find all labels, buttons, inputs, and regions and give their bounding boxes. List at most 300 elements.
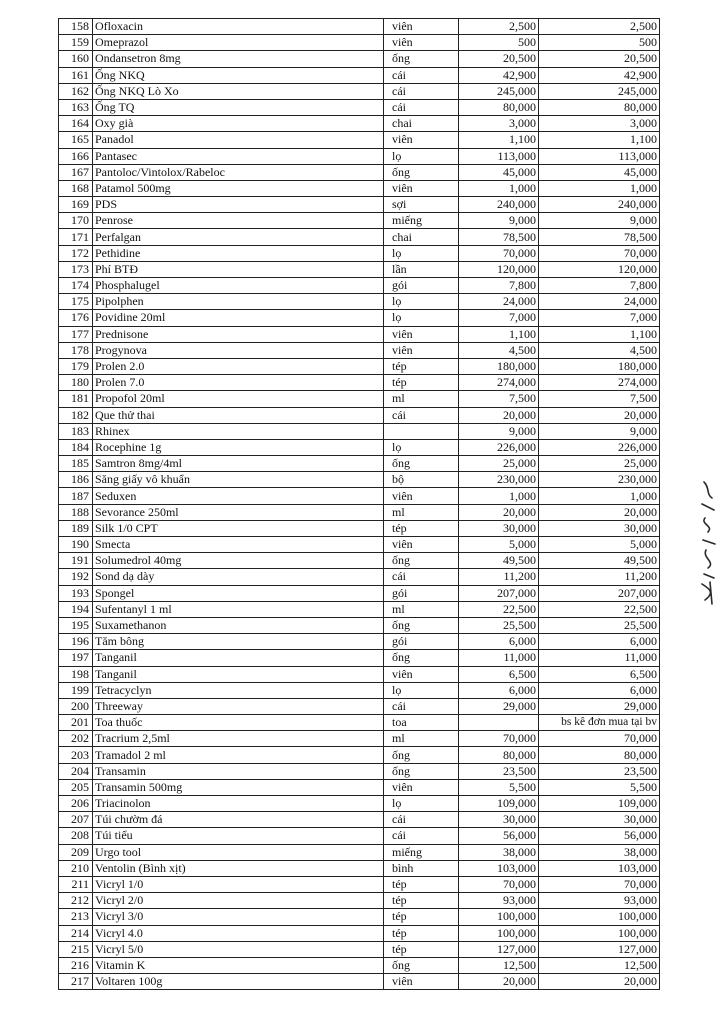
row-number: 159 [59, 35, 93, 51]
row-number: 190 [59, 537, 93, 553]
item-name: Sond dạ dày [93, 569, 384, 585]
item-unit: ống [384, 957, 459, 973]
row-number: 183 [59, 423, 93, 439]
item-unit: viên [384, 666, 459, 682]
item-name: Sufentanyl 1 ml [93, 601, 384, 617]
row-number: 160 [59, 51, 93, 67]
row-number: 173 [59, 261, 93, 277]
item-unit: bình [384, 860, 459, 876]
table-row [59, 796, 660, 812]
item-total: 7,000 [539, 310, 660, 326]
item-total: 25,500 [539, 617, 660, 633]
item-price: 30,000 [459, 812, 539, 828]
item-name: Ventolin (Bình xịt) [93, 860, 384, 876]
item-price: 11,200 [459, 569, 539, 585]
row-number: 164 [59, 116, 93, 132]
row-number: 210 [59, 860, 93, 876]
item-unit: chai [384, 116, 459, 132]
item-name: Samtron 8mg/4ml [93, 456, 384, 472]
table-row [59, 828, 660, 844]
item-name: Pantasec [93, 148, 384, 164]
item-name: Povidine 20ml [93, 310, 384, 326]
item-unit: ống [384, 617, 459, 633]
table-row [59, 229, 660, 245]
item-name: Vicryl 3/0 [93, 909, 384, 925]
item-price: 5,000 [459, 537, 539, 553]
item-name: Solumedrol 40mg [93, 553, 384, 569]
item-total: 6,000 [539, 634, 660, 650]
item-price: 22,500 [459, 601, 539, 617]
item-name: Ondansetron 8mg [93, 51, 384, 67]
row-number: 205 [59, 779, 93, 795]
item-name: Săng giấy vô khuẩn [93, 472, 384, 488]
item-total: 7,500 [539, 391, 660, 407]
item-name: Pethidine [93, 245, 384, 261]
row-number: 213 [59, 909, 93, 925]
row-number: 194 [59, 601, 93, 617]
item-total: 22,500 [539, 601, 660, 617]
item-name: Vitamin K [93, 957, 384, 973]
table-row [59, 294, 660, 310]
row-number: 200 [59, 698, 93, 714]
row-number: 193 [59, 585, 93, 601]
row-number: 182 [59, 407, 93, 423]
item-total: 100,000 [539, 925, 660, 941]
item-name: Tanganil [93, 650, 384, 666]
item-name: Transamin 500mg [93, 779, 384, 795]
item-total: 1,100 [539, 132, 660, 148]
table-row [59, 844, 660, 860]
row-number: 215 [59, 941, 93, 957]
item-unit: viên [384, 35, 459, 51]
item-name: Patamol 500mg [93, 180, 384, 196]
table-row [59, 585, 660, 601]
item-unit: cái [384, 99, 459, 115]
item-price: 70,000 [459, 245, 539, 261]
item-price: 180,000 [459, 358, 539, 374]
item-name: Que thử thai [93, 407, 384, 423]
item-price: 11,000 [459, 650, 539, 666]
item-name: Panadol [93, 132, 384, 148]
item-name: Toa thuốc [93, 715, 384, 731]
table-row [59, 375, 660, 391]
table-row [59, 213, 660, 229]
table-row [59, 132, 660, 148]
table-row [59, 472, 660, 488]
item-unit: viên [384, 180, 459, 196]
item-price [459, 715, 539, 731]
row-number: 201 [59, 715, 93, 731]
row-number: 202 [59, 731, 93, 747]
row-number: 209 [59, 844, 93, 860]
item-total: 23,500 [539, 763, 660, 779]
table-row [59, 715, 660, 731]
item-name: Tanganil [93, 666, 384, 682]
row-number: 212 [59, 893, 93, 909]
item-unit: tép [384, 925, 459, 941]
table-row [59, 779, 660, 795]
item-total: 45,000 [539, 164, 660, 180]
row-number: 163 [59, 99, 93, 115]
row-number: 167 [59, 164, 93, 180]
item-price: 24,000 [459, 294, 539, 310]
item-price: 25,500 [459, 617, 539, 633]
item-price: 245,000 [459, 83, 539, 99]
item-unit: bộ [384, 472, 459, 488]
item-unit: cái [384, 569, 459, 585]
item-name: Ống NKQ [93, 67, 384, 83]
item-name: Ống TQ [93, 99, 384, 115]
item-total: 70,000 [539, 245, 660, 261]
item-price: 226,000 [459, 439, 539, 455]
row-number: 165 [59, 132, 93, 148]
item-name: Tăm bông [93, 634, 384, 650]
item-unit: viên [384, 537, 459, 553]
row-number: 169 [59, 197, 93, 213]
item-price: 56,000 [459, 828, 539, 844]
item-price: 500 [459, 35, 539, 51]
item-price: 45,000 [459, 164, 539, 180]
item-total: 274,000 [539, 375, 660, 391]
item-unit: cái [384, 828, 459, 844]
item-name: Phosphalugel [93, 278, 384, 294]
item-total: 49,500 [539, 553, 660, 569]
item-total: 29,000 [539, 698, 660, 714]
table-row [59, 876, 660, 892]
item-name: Sevorance 250ml [93, 504, 384, 520]
item-total: 127,000 [539, 941, 660, 957]
item-name: Tracrium 2,5ml [93, 731, 384, 747]
item-name: Tramadol 2 ml [93, 747, 384, 763]
item-name: Oxy già [93, 116, 384, 132]
item-unit: ml [384, 731, 459, 747]
row-number: 172 [59, 245, 93, 261]
item-total: 103,000 [539, 860, 660, 876]
item-total: 30,000 [539, 812, 660, 828]
table-row [59, 812, 660, 828]
item-total: 70,000 [539, 876, 660, 892]
item-total: bs kê đơn mua tại bv [539, 715, 660, 731]
item-name: Suxamethanon [93, 617, 384, 633]
row-number: 203 [59, 747, 93, 763]
table-row [59, 164, 660, 180]
item-name: Phí BTĐ [93, 261, 384, 277]
row-number: 207 [59, 812, 93, 828]
item-unit: lọ [384, 294, 459, 310]
item-unit: tép [384, 893, 459, 909]
item-price: 70,000 [459, 731, 539, 747]
item-total: 20,000 [539, 974, 660, 990]
item-price: 240,000 [459, 197, 539, 213]
item-unit: ml [384, 391, 459, 407]
row-number: 197 [59, 650, 93, 666]
table-row [59, 197, 660, 213]
item-price: 109,000 [459, 796, 539, 812]
table-row [59, 456, 660, 472]
item-price: 9,000 [459, 423, 539, 439]
item-unit: ống [384, 747, 459, 763]
item-price: 230,000 [459, 472, 539, 488]
row-number: 204 [59, 763, 93, 779]
table-row [59, 537, 660, 553]
table-row [59, 974, 660, 990]
row-number: 177 [59, 326, 93, 342]
item-total: 56,000 [539, 828, 660, 844]
item-total: 38,000 [539, 844, 660, 860]
row-number: 185 [59, 456, 93, 472]
row-number: 216 [59, 957, 93, 973]
item-name: Ofloxacin [93, 19, 384, 35]
item-total: 500 [539, 35, 660, 51]
item-price: 20,000 [459, 504, 539, 520]
item-unit: tép [384, 358, 459, 374]
item-price: 25,000 [459, 456, 539, 472]
item-unit: tép [384, 520, 459, 536]
row-number: 184 [59, 439, 93, 455]
item-name: Prednisone [93, 326, 384, 342]
row-number: 179 [59, 358, 93, 374]
row-number: 214 [59, 925, 93, 941]
item-total: 1,100 [539, 326, 660, 342]
row-number: 195 [59, 617, 93, 633]
item-total: 6,500 [539, 666, 660, 682]
item-name: Vicryl 1/0 [93, 876, 384, 892]
item-unit: tép [384, 876, 459, 892]
item-price: 6,500 [459, 666, 539, 682]
item-price: 20,000 [459, 407, 539, 423]
item-name: Rocephine 1g [93, 439, 384, 455]
item-unit: ống [384, 553, 459, 569]
table-row [59, 682, 660, 698]
item-unit: gói [384, 278, 459, 294]
item-total: 4,500 [539, 342, 660, 358]
item-name: Penrose [93, 213, 384, 229]
item-price: 80,000 [459, 747, 539, 763]
table-row [59, 941, 660, 957]
item-name: Smecta [93, 537, 384, 553]
table-row [59, 148, 660, 164]
item-name: Voltaren 100g [93, 974, 384, 990]
table-row [59, 99, 660, 115]
item-unit: viên [384, 19, 459, 35]
item-total: 226,000 [539, 439, 660, 455]
item-unit: viên [384, 342, 459, 358]
item-total: 9,000 [539, 213, 660, 229]
table-row [59, 698, 660, 714]
table-row [59, 553, 660, 569]
item-total: 20,000 [539, 407, 660, 423]
item-name: Spongel [93, 585, 384, 601]
table-row [59, 860, 660, 876]
item-total: 24,000 [539, 294, 660, 310]
item-total: 1,000 [539, 180, 660, 196]
item-name: Rhinex [93, 423, 384, 439]
item-total: 12,500 [539, 957, 660, 973]
item-unit: viên [384, 326, 459, 342]
item-price: 100,000 [459, 925, 539, 941]
item-total: 11,200 [539, 569, 660, 585]
table-row [59, 763, 660, 779]
row-number: 171 [59, 229, 93, 245]
table-row [59, 893, 660, 909]
row-number: 187 [59, 488, 93, 504]
item-total: 240,000 [539, 197, 660, 213]
item-price: 120,000 [459, 261, 539, 277]
item-name: Silk 1/0 CPT [93, 520, 384, 536]
table-row [59, 407, 660, 423]
row-number: 178 [59, 342, 93, 358]
item-price: 4,500 [459, 342, 539, 358]
table-row [59, 358, 660, 374]
table-row [59, 601, 660, 617]
item-total: 25,000 [539, 456, 660, 472]
row-number: 196 [59, 634, 93, 650]
item-name: Progynova [93, 342, 384, 358]
item-total: 207,000 [539, 585, 660, 601]
item-name: Urgo tool [93, 844, 384, 860]
item-unit: ống [384, 763, 459, 779]
handwritten-signature [696, 478, 722, 608]
item-unit: gói [384, 585, 459, 601]
table-row [59, 634, 660, 650]
item-price: 20,500 [459, 51, 539, 67]
table-row [59, 731, 660, 747]
row-number: 191 [59, 553, 93, 569]
item-name: Pipolphen [93, 294, 384, 310]
table-body [59, 19, 660, 990]
item-price: 78,500 [459, 229, 539, 245]
item-unit: viên [384, 488, 459, 504]
item-price: 1,000 [459, 180, 539, 196]
item-name: Prolen 7.0 [93, 375, 384, 391]
item-price: 93,000 [459, 893, 539, 909]
item-unit: miếng [384, 213, 459, 229]
item-total: 2,500 [539, 19, 660, 35]
item-price: 127,000 [459, 941, 539, 957]
item-name: Perfalgan [93, 229, 384, 245]
item-total: 93,000 [539, 893, 660, 909]
table-row [59, 180, 660, 196]
item-price: 23,500 [459, 763, 539, 779]
item-unit: lọ [384, 682, 459, 698]
item-unit: lọ [384, 796, 459, 812]
item-name: Omeprazol [93, 35, 384, 51]
item-unit: lọ [384, 245, 459, 261]
item-name: Vicryl 4.0 [93, 925, 384, 941]
row-number: 180 [59, 375, 93, 391]
table-row [59, 488, 660, 504]
item-unit: cái [384, 67, 459, 83]
item-price: 1,100 [459, 326, 539, 342]
item-price: 1,000 [459, 488, 539, 504]
item-price: 6,000 [459, 634, 539, 650]
item-unit: viên [384, 132, 459, 148]
item-price: 80,000 [459, 99, 539, 115]
row-number: 211 [59, 876, 93, 892]
table-row [59, 19, 660, 35]
row-number: 186 [59, 472, 93, 488]
table-row [59, 342, 660, 358]
item-unit: gói [384, 634, 459, 650]
table-row [59, 617, 660, 633]
table-row [59, 116, 660, 132]
row-number: 192 [59, 569, 93, 585]
table-row [59, 569, 660, 585]
item-total: 80,000 [539, 99, 660, 115]
table-row [59, 35, 660, 51]
table-row [59, 925, 660, 941]
item-unit: ống [384, 164, 459, 180]
table-row [59, 520, 660, 536]
item-unit: cái [384, 698, 459, 714]
item-unit: cái [384, 407, 459, 423]
item-price: 274,000 [459, 375, 539, 391]
item-total: 7,800 [539, 278, 660, 294]
item-price: 20,000 [459, 974, 539, 990]
row-number: 217 [59, 974, 93, 990]
row-number: 176 [59, 310, 93, 326]
row-number: 158 [59, 19, 93, 35]
item-name: Seduxen [93, 488, 384, 504]
item-price: 207,000 [459, 585, 539, 601]
item-price: 103,000 [459, 860, 539, 876]
item-name: Transamin [93, 763, 384, 779]
item-total: 180,000 [539, 358, 660, 374]
item-unit: tép [384, 909, 459, 925]
item-name: Prolen 2.0 [93, 358, 384, 374]
item-unit: tép [384, 375, 459, 391]
item-price: 12,500 [459, 957, 539, 973]
item-unit: toa [384, 715, 459, 731]
row-number: 198 [59, 666, 93, 682]
item-name: PDS [93, 197, 384, 213]
item-total: 5,500 [539, 779, 660, 795]
table-row [59, 278, 660, 294]
item-total: 20,000 [539, 504, 660, 520]
item-price: 30,000 [459, 520, 539, 536]
row-number: 189 [59, 520, 93, 536]
item-total: 42,900 [539, 67, 660, 83]
table-row [59, 310, 660, 326]
table-row [59, 423, 660, 439]
item-total: 100,000 [539, 909, 660, 925]
item-unit: lọ [384, 148, 459, 164]
row-number: 175 [59, 294, 93, 310]
table-row [59, 51, 660, 67]
item-total: 20,500 [539, 51, 660, 67]
table-row [59, 391, 660, 407]
item-unit: miếng [384, 844, 459, 860]
row-number: 166 [59, 148, 93, 164]
row-number: 161 [59, 67, 93, 83]
table-row [59, 666, 660, 682]
item-price: 7,500 [459, 391, 539, 407]
row-number: 181 [59, 391, 93, 407]
item-total: 109,000 [539, 796, 660, 812]
item-unit: sợi [384, 197, 459, 213]
item-price: 1,100 [459, 132, 539, 148]
item-total: 9,000 [539, 423, 660, 439]
item-unit: ống [384, 456, 459, 472]
item-unit [384, 423, 459, 439]
item-unit: ml [384, 504, 459, 520]
item-unit: cái [384, 812, 459, 828]
item-price: 49,500 [459, 553, 539, 569]
item-price: 70,000 [459, 876, 539, 892]
item-price: 3,000 [459, 116, 539, 132]
table-row [59, 504, 660, 520]
item-price: 9,000 [459, 213, 539, 229]
